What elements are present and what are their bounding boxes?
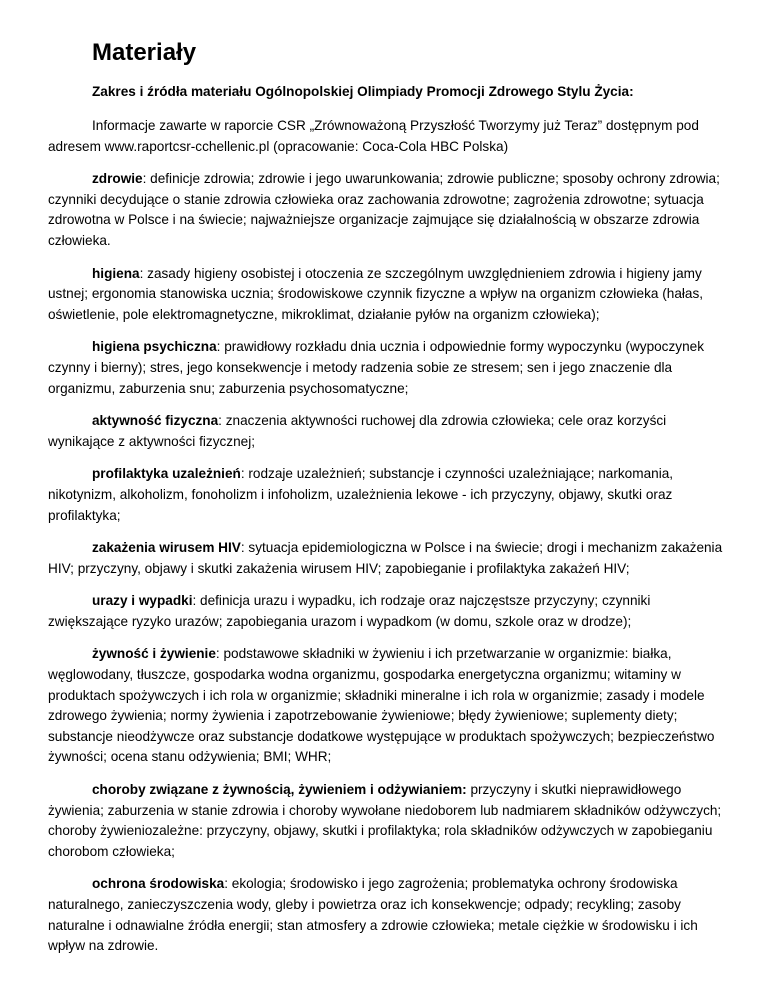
document-subtitle: Zakres i źródła materiału Ogólnopolskiej Olimpiady Promocji Zdrowego Stylu Życia: [92, 84, 634, 99]
section-zdrowie [48, 169, 724, 251]
section-text: : podstawowe składniki w żywieniu i ich przetwarzanie w organizmie: białka, węglowodany, tłuszcze, gospodarka wodna organizmu, gospodarka energetyczna organizmu; witaminy w produktach spożywczych i ich rola w organizmie; składniki mineralne i ich rola w organizmie; zasady i modele zdrowego żywienia; normy żywienia i zapotrzebowanie żywieniowe; błędy żywieniowe; suplementy diety; substancje nieodżywcze oraz substancje dodatkowe występujące w produktach spożywczych; bezpieczeństwo żywności; ocena stanu odżywienia; BMI; WHR; [48, 646, 715, 765]
section-text: : zasady higieny osobistej i otoczenia ze szczególnym uwzględnieniem zdrowia i higieny jamy ustnej; ergonomia stanowiska ucznia; środowiskowe czynnik fizyczne a wpływ na organizm człowieka (hałas, oświetlenie, pole elektromagnetyczne, mikroklimat, działanie pyłów na organizm człowieka); [48, 265, 704, 322]
section-term: higiena psychiczna [92, 339, 217, 355]
section-text: : ekologia; środowisko i jego zagrożenia; problematyka ochrony środowiska naturalnego, zanieczyszczenia wody, gleby i powietrza oraz ich konsekwencje; odpady; recykling; zasoby naturalne i odnawialne źródła energii; stan atmosfery a zdrowie człowieka; metale ciężkie w środowisku i ich wpływ na zdrowie. [48, 876, 698, 954]
section-term: żywność i żywienie [92, 646, 216, 662]
document-page [48, 38, 724, 969]
section-term: profilaktyka uzależnień [92, 466, 241, 482]
section-text: : definicja urazu i wypadku, ich rodzaje oraz najczęstsze przyczyny; czynniki zwiększające ryzyko urazów; zapobiegania urazom i wypadkom (w domu, szkole oraz w drodze); [48, 593, 651, 629]
section-term: urazy i wypadki [92, 593, 193, 609]
section-term: zakażenia wirusem HIV [92, 540, 241, 556]
section-higiena-psychiczna [48, 337, 724, 399]
section-term: higiena [92, 265, 140, 281]
section-term: ochrona środowiska [92, 876, 225, 892]
section-choroby-zywieniowe [48, 780, 724, 862]
section-term: choroby związane z żywnością, żywieniem i odżywianiem: [92, 782, 467, 798]
section-zywnosc-zywienie [48, 644, 724, 768]
section-text: : znaczenia aktywności ruchowej dla zdrowia człowieka; cele oraz korzyści wynikające z aktywności fizycznej; [48, 413, 667, 449]
section-text: przyczyny i skutki nieprawidłowego żywienia; zaburzenia w stanie zdrowia i choroby wywołane niedoborem lub nadmiarem składników odżywczych; choroby żywieniozależne: przyczyny, objawy, skutki i profilaktyka; rola składników odżywczych w zapobieganiu chorobom człowieka; [48, 782, 722, 859]
intro-paragraph: Informacje zawarte w raporcie CSR „Zrównoważoną Przyszłość Tworzymy już Teraz” dostępnym pod adresem www.raportcsr-cchellenic.pl (opracowanie: Coca-Cola HBC Polska) [48, 118, 699, 154]
section-term: aktywność fizyczna [92, 413, 219, 429]
section-urazy-wypadki [48, 591, 724, 632]
section-text: : definicje zdrowia; zdrowie i jego uwarunkowania; zdrowie publiczne; sposoby ochrony zdrowia; czynniki decydujące o stanie zdrowia człowieka oraz zachowania zdrowotne; zagrożenia zdrowotne; sytuacja zdrowotna w Polsce i na świecie; najważniejsze organizacje zajmujące się działalnością w obszarze zdrowia człowieka. [48, 171, 720, 248]
section-zakazenia-hiv [48, 538, 724, 579]
section-higiena [48, 264, 724, 326]
page-title: Materiały [92, 39, 197, 66]
section-text: : rodzaje uzależnień; substancje i czynności uzależniające; narkomania, nikotynizm, alkoholizm, fonoholizm i infoholizm, uzależnienia lekowe - ich przyczyny, objawy, skutki oraz profilaktyka; [48, 466, 674, 523]
section-text: : prawidłowy rozkładu dnia ucznia i odpowiednie formy wypoczynku (wypoczynek czynny i bierny); stres, jego konsekwencje i metody radzenia sobie ze stresem; sen i jego znaczenie dla organizmu, zaburzenia snu; zaburzenia psychosomatyczne; [48, 339, 704, 396]
section-profilaktyka-uzaleznien [48, 464, 724, 526]
section-ochrona-srodowiska [48, 874, 724, 956]
section-aktywnosc-fizyczna [48, 411, 724, 452]
section-text: : sytuacja epidemiologiczna w Polsce i na świecie; drogi i mechanizm zakażenia HIV; przyczyny, objawy i skutki zakażenia wirusem HIV; zapobieganie i profilaktyka zakażeń HIV; [48, 540, 723, 576]
section-term: zdrowie [92, 171, 143, 187]
